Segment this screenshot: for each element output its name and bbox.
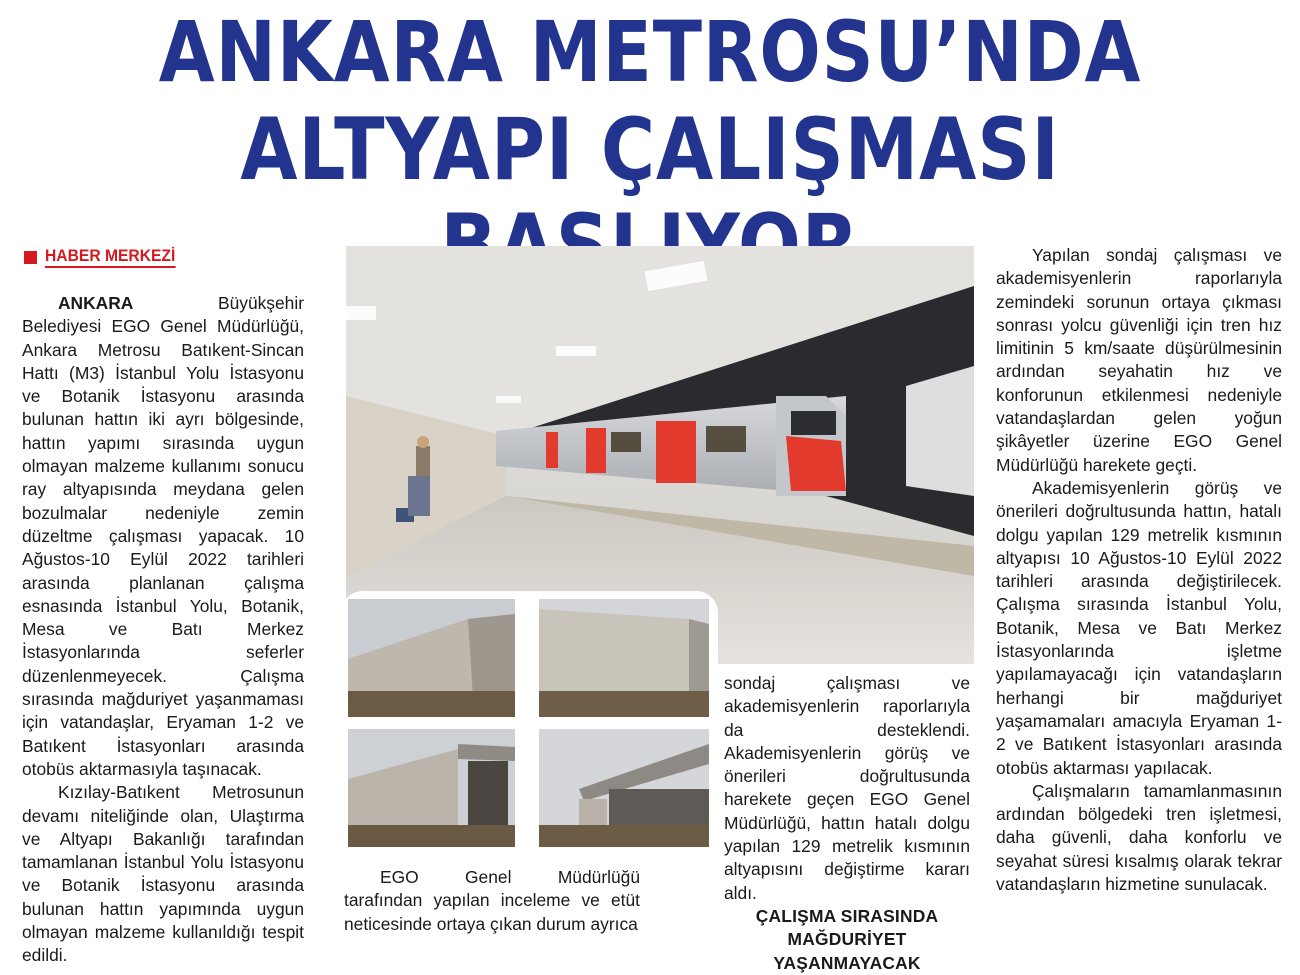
wall-photo-3 [348,729,515,847]
article-column-2-bottom [344,866,640,936]
article-column-2 [724,672,970,975]
headline-line-1: ANKARA METROSU’NDA [158,3,1142,101]
byline-text: HABER MERKEZİ [45,246,175,268]
byline [24,246,187,268]
col3-paragraph-2: Akademisyenlerin görüş ve önerileri doğrultusunda hattın, hatalı dolgu yapılan 129 metrelik kısmının altyapısı 10 Ağustos-10 Eylül 2022 tarihleri arasında değiştirilecek. Çalışma sırasında İstanbul Yolu, Botanik, Mesa ve Batı Merkez İstasyonlarında işletme yapılamayacağı için vatandaşların herhangi bir mağduriyet yaşamamaları amacıyla Eryaman 1-2 ve Batıkent İstasyonları arasında otobüs aktarması yapılacak. [996,477,1282,778]
col3-paragraph-3: Çalışmaların tamamlanmasının ardından bölgedeki tren işletmesi, daha güvenli, daha konforlu ve seyahat süresi kısalmış olarak tekrar vatandaşların hizmetine sunulacak. [996,780,1282,895]
col2b-paragraph-1: EGO Genel Müdürlüğü tarafından yapılan inceleme ve etüt neticesinde ortaya çıkan durum ayrıca [344,867,640,934]
article-column-3 [996,244,1282,896]
byline-square-icon [24,251,37,264]
col1-paragraph-2: Kızılay-Batıkent Metrosunun devamı niteliğinde olan, Ulaştırma ve Altyapı Bakanlığı tarafından tamamlanan İstanbul Yolu İstasyonu ve Botanik İstasyonu arasında bulunan hattın yapımında uygun olmayan malzeme kullanıldığı tespit edildi. [22,782,304,966]
bridge-photo [539,729,709,847]
dateline: ANKARA [58,293,134,313]
wall-photo-2 [539,599,709,717]
construction-photo-2 [539,599,709,717]
construction-photo-4 [539,729,709,847]
col3-paragraph-1: Yapılan sondaj çalışması ve akademisyenlerin raporlarıyla zemindeki sorunun ortaya çıkması sonrası yolcu güvenliği için tren hız limitinin 5 km/saate düşürülmesinin ardından seyahatin hız ve konforunun etkilenmesi nedeniyle vatandaşlardan gelen yoğun şikâyetler üzerine EGO Genel Müdürlüğü harekete geçti. [996,245,1282,475]
col1-paragraph-1 [22,292,304,781]
construction-photo-grid [341,591,718,855]
wall-photo-1 [348,599,515,717]
subheading: ÇALIŞMA SIRASINDA MAĞDURİYET YAŞANMAYACAK [755,905,939,973]
col2-paragraph-1: sondaj çalışması ve akademisyenlerin raporlarıyla da desteklendi. Akademisyenlerin görüş ve önerileri doğrultusunda harekete geçen EGO Genel Müdürlüğü, hattın hatalı dolgu yapılan 129 metrelik kısmının altyapısını değiştirme kararı aldı. [724,673,970,903]
construction-photo-3 [348,729,515,847]
construction-photo-1 [348,599,515,717]
headline-line-2: ALTYAPI ÇALIŞMASI [240,100,1060,200]
article-column-1 [22,292,304,968]
col1-paragraph-1-text: Büyükşehir Belediyesi EGO Genel Müdürlüğü, Ankara Metrosu Batıkent-Sincan Hattı (M3) İstanbul Yolu İstasyonu ve Botanik İstasyonu arasında bulunan hattın iki ayrı bölgesinde, hattın yapımı sırasında uygun olmayan malzeme kullanımı sonucu ray altyapısında meydana gelen bozulmalar nedeniyle zemin düzeltme çalışması yapacak. 10 Ağustos-10 Eylül 2022 tarihleri arasında planlanan çalışma esnasında İstanbul Yolu, Botanik, Mesa ve Batı Merkez İstasyonlarında seferler düzenlenmeyecek. Çalışma sırasında mağduriyet yaşanmaması için vatandaşlar, Eryaman 1-2 ve Batıkent İstasyonları arasında otobüs aktarmasıyla taşınacak. [22,293,304,779]
